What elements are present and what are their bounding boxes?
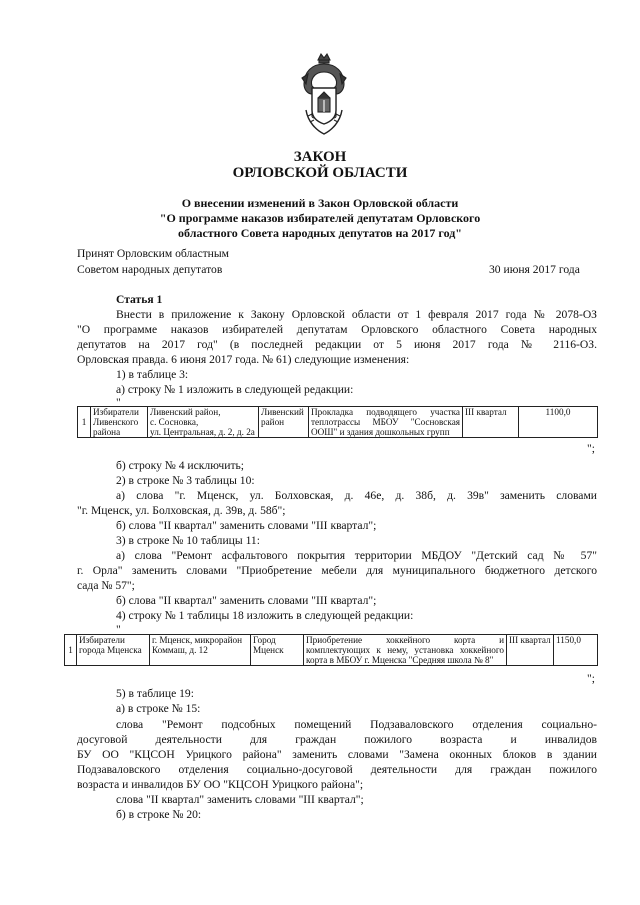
cell-line: ООШ" и здания дошкольных групп xyxy=(311,427,450,437)
coat-of-arms-icon xyxy=(298,50,350,138)
cell-line: теплотрассы МБОУ "Сосновская xyxy=(311,417,460,427)
cell-line: Ливенский район, xyxy=(150,407,221,417)
paragraph-line: возраста и инвалидов БУ ОО "КЦСОН Урицкого района"; xyxy=(77,778,364,791)
cell-line: с. Сосновка, xyxy=(150,417,199,427)
law-subtitle-line: "О программе наказов избирателей депутатам Орловского xyxy=(159,211,481,225)
cell-line: район xyxy=(261,417,285,427)
paragraph-line: Орловская правда. 6 июня 2017 года. № 61) следующие изменения: xyxy=(77,353,410,366)
row-number: 1 xyxy=(81,417,87,427)
table-row-replacement-1 xyxy=(77,406,598,438)
list-item: 5) в таблице 19: xyxy=(116,687,194,700)
cell-line: Город xyxy=(253,635,276,645)
quote-close: "; xyxy=(587,672,595,685)
quarter-cell: III квартал xyxy=(509,635,551,645)
amount-cell: 1150,0 xyxy=(556,635,581,645)
quarter-cell: III квартал xyxy=(465,407,507,417)
amount-cell: 1100,0 xyxy=(545,407,571,417)
list-item: 4) строку № 1 таблицы 18 изложить в следующей редакции: xyxy=(116,609,414,622)
paragraph-line: сада № 57"; xyxy=(77,579,135,592)
cell-line: Избиратели xyxy=(79,635,125,645)
cell-line: комплектующих к нему, установка хоккейного xyxy=(306,645,504,655)
article-title: Статья 1 xyxy=(116,293,163,306)
quote-open: " xyxy=(116,623,121,636)
cell-line: ул. Центральная, д. 2, д. 2а xyxy=(150,427,255,437)
cell-line: Приобретение хоккейного корта и xyxy=(306,635,504,645)
list-item: а) в строке № 15: xyxy=(116,702,201,715)
cell-line: Избиратели xyxy=(93,407,139,417)
cell-line: Ливенский xyxy=(261,407,304,417)
list-item: б) в строке № 20: xyxy=(116,808,202,821)
adoption-line: Принят Орловским областным xyxy=(77,247,229,260)
quote-open: " xyxy=(116,396,121,409)
list-item: б) строку № 4 исключить; xyxy=(116,459,245,472)
list-item: б) слова "II квартал" заменить словами "III квартал"; xyxy=(116,594,377,607)
row-number: 1 xyxy=(68,645,73,655)
paragraph-line: БУ ОО "КЦСОН Урицкого района" заменить словами "Замена оконных блоков в здании xyxy=(77,748,597,761)
list-item: 3) в строке № 10 таблицы 11: xyxy=(116,534,260,547)
paragraph-line: досуговой деятельности для граждан пожилого возраста и инвалидов xyxy=(77,733,597,746)
adoption-line: Советом народных депутатов xyxy=(77,263,223,276)
law-region-title: ОРЛОВСКОЙ ОБЛАСТИ xyxy=(232,165,408,181)
paragraph-line: слова "Ремонт подсобных помещений Подзаваловского отделения социально- xyxy=(116,718,597,731)
paragraph-line: а) слова "Ремонт асфальтового покрытия территории МБДОУ "Детский сад № 57" xyxy=(116,549,597,562)
paragraph-line: а) слова "г. Мценск, ул. Болховская, д. 46е, д. 38б, д. 39в" заменить словами xyxy=(116,489,597,502)
paragraph-line: депутатов на 2017 год" (в последней редакции от 5 июня 2017 года № 2116-ОЗ. xyxy=(77,338,597,351)
law-subtitle-line: О внесении изменений в Закон Орловской области xyxy=(181,196,459,210)
quote-close: "; xyxy=(587,442,595,455)
cell-line: района xyxy=(93,427,121,437)
cell-line: Прокладка подводящего участка xyxy=(311,407,460,417)
cell-line: г. Мценск, микрорайон xyxy=(152,635,243,645)
cell-line: Ливенского xyxy=(93,417,139,427)
paragraph-line: Подзаваловского отделения социально-досуговой деятельности для граждан пожилого xyxy=(77,763,597,776)
table-row-replacement-2 xyxy=(64,634,598,666)
paragraph-line: "О программе наказов избирателей депутатам Орловского областного Совета народных xyxy=(77,323,597,336)
cell-line: Мценск xyxy=(253,645,284,655)
law-subtitle-line: областного Совета народных депутатов на 2017 год" xyxy=(178,226,462,240)
cell-line: города Мценска xyxy=(79,645,142,655)
list-item: 1) в таблице 3: xyxy=(116,368,189,381)
list-item: б) слова "II квартал" заменить словами "III квартал"; xyxy=(116,519,377,532)
list-item: 2) в строке № 3 таблицы 10: xyxy=(116,474,255,487)
paragraph-line: Внести в приложение к Закону Орловской области от 1 февраля 2017 года № 2078-ОЗ xyxy=(116,308,597,321)
list-item: а) строку № 1 изложить в следующей редакции: xyxy=(116,383,354,396)
cell-line: Коммаш, д. 12 xyxy=(152,645,208,655)
adoption-date: 30 июня 2017 года xyxy=(489,263,580,276)
cell-line: корта в МБОУ г. Мценска "Средняя школа № 8" xyxy=(306,655,494,665)
table-row xyxy=(65,635,598,666)
list-item: слова "II квартал" заменить словами "III квартал"; xyxy=(116,793,364,806)
law-title: ЗАКОН xyxy=(293,149,347,165)
table-row xyxy=(78,407,598,438)
paragraph-line: "г. Мценск, ул. Болховская, д. 39в, д. 58б"; xyxy=(77,504,286,517)
paragraph-line: г. Орла" заменить словами "Приобретение мебели для муниципального бюджетного детского xyxy=(77,564,597,577)
